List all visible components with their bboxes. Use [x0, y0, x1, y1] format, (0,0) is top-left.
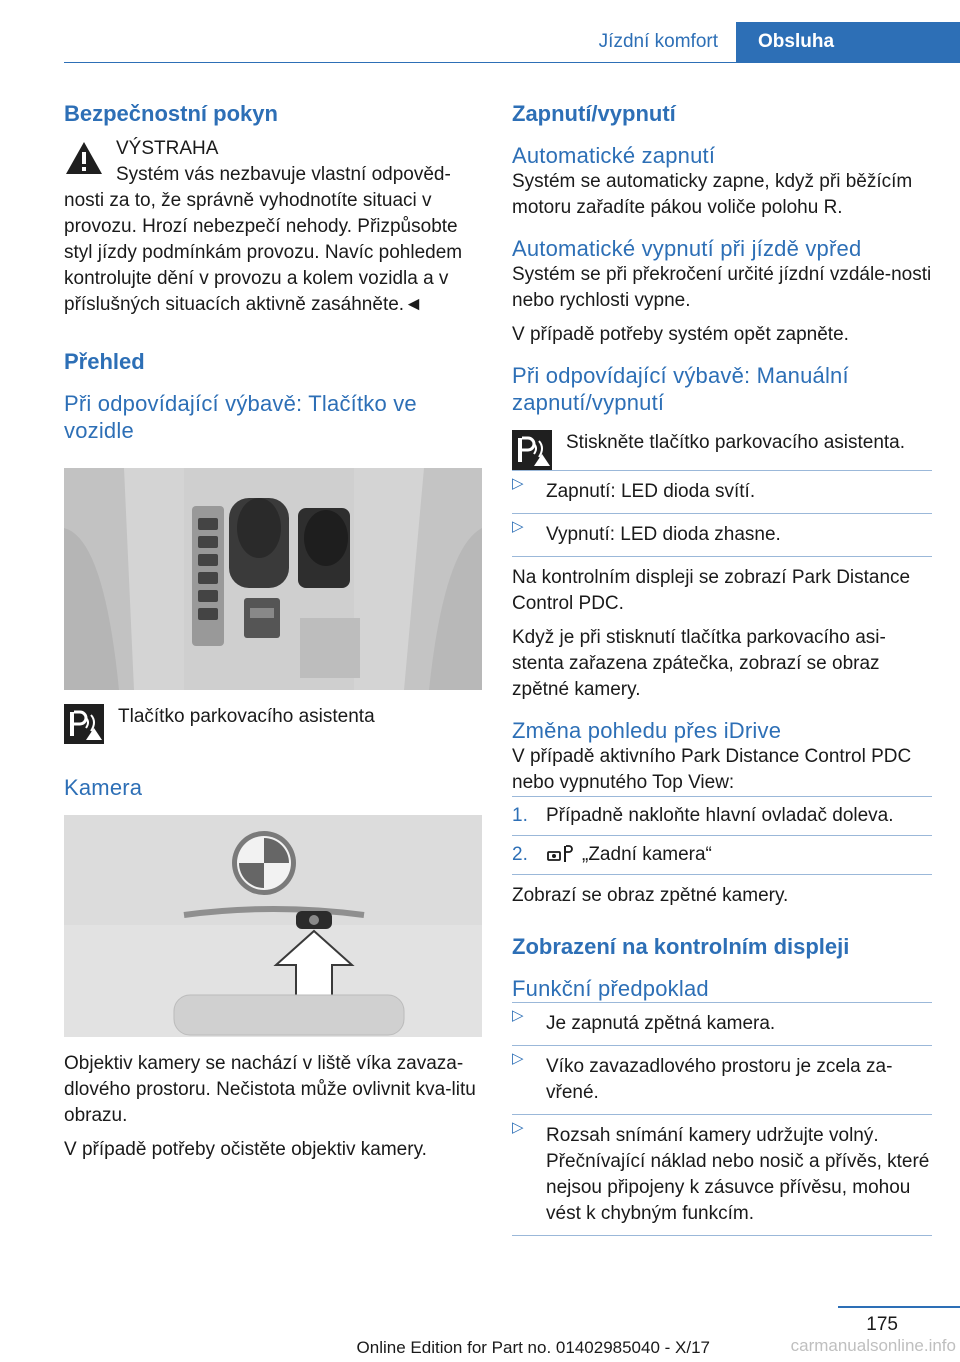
left-column: [64, 100, 482, 1163]
list-item: 2. „Zadní kamera“: [512, 835, 932, 874]
auto-off-text-2: V případě potřeby systém opět zapněte.: [512, 324, 849, 345]
console-photo: [64, 468, 482, 690]
safety-heading: Bezpečnostní pokyn: [64, 101, 278, 126]
warning-block: [64, 136, 482, 318]
triangle-bullet-icon: ▷: [512, 1007, 524, 1024]
warning-text: Systém vás nezbavuje vlastní odpověd‐nosti za to, že správně vyhodnotíte situaci v provozu. Hrozí nebezpečí nehody. Přizpůsobte styl jízdy podmínkám provozu. Navíc pohledem kontrolujte dění v provozu a kolem vozidla a v příslušných situacích aktivně zasáhněte.◄: [64, 164, 463, 315]
manual-heading: Při odpovídající výbavě: Manuální zapnutí/vypnutí: [512, 363, 849, 415]
reverse-text: Když je při stisknutí tlačítka parkovacího asi‐stenta zařazena zpátečka, zobrazí se obraz zpětné kamery.: [512, 627, 886, 700]
camera-photo: [64, 815, 482, 1037]
overview-heading: Přehled: [64, 349, 145, 374]
auto-on-text: Systém se automaticky zapne, když při běžícím motoru zařadíte pákou voliče polohu R.: [512, 171, 913, 218]
warning-triangle-icon: [64, 140, 104, 176]
idrive-heading: Změna pohledu přes iDrive: [512, 718, 782, 743]
header-rule: [64, 62, 960, 63]
button-caption-row: [64, 704, 482, 744]
manual-list: [512, 470, 932, 557]
auto-on-heading: Automatické zapnutí: [512, 143, 716, 168]
idrive-steps: [512, 796, 932, 875]
header-tabs: [581, 22, 960, 62]
camera-text-1: Objektiv kamery se nachází v liště víka zavaza‐dlového prostoru. Nečistota může ovlivnit kva‐litu obrazu.: [64, 1053, 476, 1126]
onoff-heading: Zapnutí/vypnutí: [512, 101, 676, 126]
camera-heading: Kamera: [64, 775, 143, 800]
list-item: ▷ Rozsah snímání kamery udržujte volný. Přečnívající náklad nebo nosič a přívěs, které nejsou připojeny k zásuvce přívěsu, mohou vést k chybným funkcím.: [512, 1114, 932, 1227]
list-item: 1. Případně nakloňte hlavní ovladač doleva.: [512, 805, 894, 826]
list-item: ▷ Vypnutí: LED dioda zhasne.: [512, 513, 932, 548]
park-assist-icon: [64, 704, 104, 744]
triangle-bullet-icon: ▷: [512, 518, 524, 535]
equipment-heading: Při odpovídající výbavě: Tlačítko ve vozidle: [64, 391, 417, 443]
watermark: carmanualsonline.info: [790, 1336, 956, 1355]
rear-camera-icon: [546, 842, 574, 864]
manual-text: Stiskněte tlačítko parkovacího asistenta.: [566, 432, 906, 453]
list-item: ▷ Je zapnutá zpětná kamera.: [512, 1002, 932, 1037]
edition-footer: Online Edition for Part no. 01402985040 - X/17: [356, 1338, 710, 1357]
pdc-text: Na kontrolním displeji se zobrazí Park Distance Control PDC.: [512, 567, 911, 614]
tab-section: Jízdní komfort: [598, 31, 718, 52]
auto-off-heading: Automatické vypnutí při jízdě vpřed: [512, 236, 862, 261]
prereq-heading: Funkční předpoklad: [512, 976, 709, 1001]
warning-label: VÝSTRAHA: [116, 138, 219, 159]
triangle-bullet-icon: ▷: [512, 1050, 524, 1067]
triangle-bullet-icon: ▷: [512, 1119, 524, 1136]
idrive-text: V případě aktivního Park Distance Control PDC nebo vypnutého Top View:: [512, 746, 912, 793]
camera-text-2: V případě potřeby očistěte objektiv kamery.: [64, 1139, 427, 1160]
display-heading: Zobrazení na kontrolním displeji: [512, 934, 850, 959]
auto-off-text: Systém se při překročení určité jízdní vzdále‐nosti nebo rychlosti vypne.: [512, 264, 932, 311]
right-column: [512, 100, 932, 1236]
park-assist-icon: [512, 430, 552, 470]
idrive-result: Zobrazí se obraz zpětné kamery.: [512, 885, 789, 906]
prereq-list: [512, 1002, 932, 1236]
tab-active: Obsluha: [736, 22, 960, 62]
page-number: 175: [866, 1314, 898, 1335]
footer-rule: [838, 1306, 960, 1308]
list-item: ▷ Zapnutí: LED dioda svítí.: [512, 470, 932, 505]
button-caption: Tlačítko parkovacího asistenta: [118, 706, 375, 727]
manual-row: [512, 430, 932, 470]
list-item: ▷ Víko zavazadlového prostoru je zcela za‐vřené.: [512, 1045, 932, 1106]
triangle-bullet-icon: ▷: [512, 475, 524, 492]
